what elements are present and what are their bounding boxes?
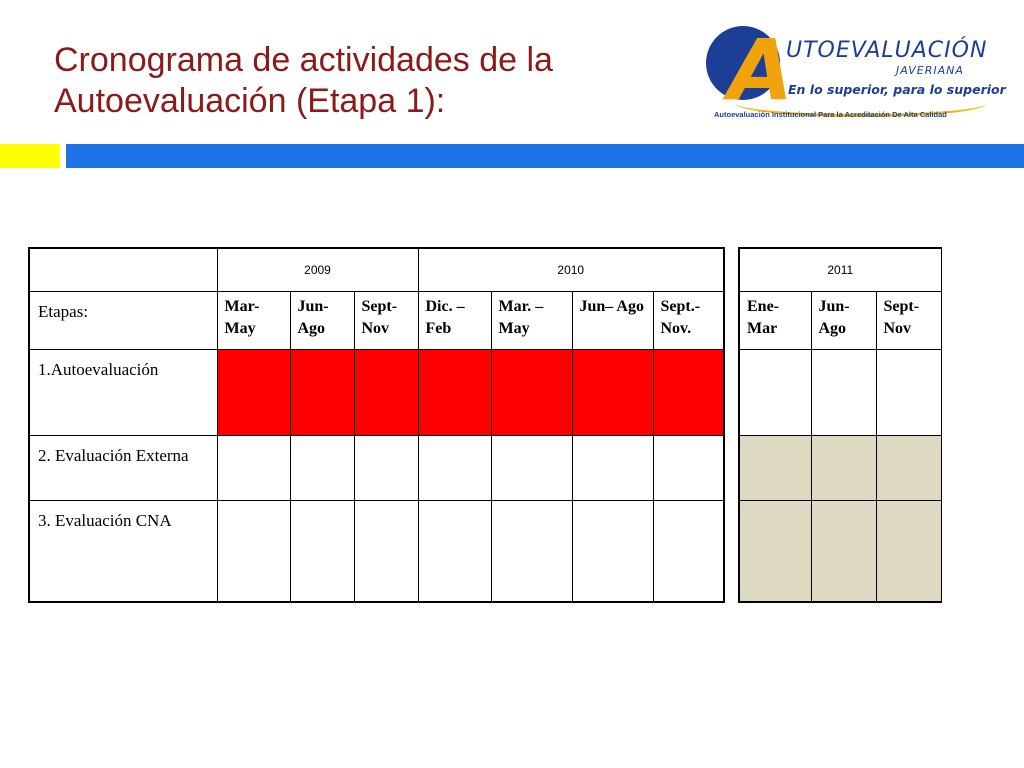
stage-label: 1.Autoevaluación xyxy=(29,349,217,435)
empty-cell xyxy=(418,500,491,602)
active-cell xyxy=(290,349,354,435)
period-header: Mar-May xyxy=(217,291,290,349)
stage-label: 3. Evaluación CNA xyxy=(29,500,217,602)
period-header: Jun-Ago xyxy=(811,291,876,349)
shaded-cell xyxy=(811,500,876,602)
period-header: Mar. – May xyxy=(491,291,572,349)
shaded-cell xyxy=(876,435,941,500)
period-header: Sept-Nov xyxy=(354,291,418,349)
period-header: Dic. – Feb xyxy=(418,291,491,349)
shaded-cell xyxy=(876,500,941,602)
schedule-table-2009-2010 xyxy=(28,247,725,603)
logo-caption: Autoevaluación Institucional Para la Acreditación De Alta Calidad xyxy=(714,110,947,119)
empty-cell xyxy=(354,435,418,500)
empty-cell xyxy=(572,500,653,602)
year-header-2010: 2010 xyxy=(418,248,724,291)
empty-cell xyxy=(290,435,354,500)
empty-cell xyxy=(653,500,724,602)
empty-cell xyxy=(290,500,354,602)
empty-cell xyxy=(572,435,653,500)
empty-cell xyxy=(876,349,941,435)
active-cell xyxy=(491,349,572,435)
stage-row-evaluacion-cna xyxy=(29,500,724,602)
active-cell xyxy=(418,349,491,435)
stage-row-evaluacion-externa xyxy=(29,435,724,500)
corner-cell xyxy=(29,248,217,291)
empty-cell xyxy=(217,435,290,500)
stage-label: 2. Evaluación Externa xyxy=(29,435,217,500)
accent-bar-yellow xyxy=(0,144,60,168)
period-header: Jun– Ago xyxy=(572,291,653,349)
empty-cell xyxy=(217,500,290,602)
period-header: Sept-Nov xyxy=(876,291,941,349)
active-cell xyxy=(572,349,653,435)
year-header-2009: 2009 xyxy=(217,248,418,291)
page-title xyxy=(54,40,674,122)
empty-cell xyxy=(653,435,724,500)
stage-header: Etapas: xyxy=(29,291,217,349)
active-cell xyxy=(653,349,724,435)
empty-cell xyxy=(739,349,811,435)
stage-row-autoevaluacion xyxy=(29,349,724,435)
autoevaluacion-logo xyxy=(706,21,1006,124)
period-header: Ene-Mar xyxy=(739,291,811,349)
empty-cell xyxy=(811,349,876,435)
logo-word: UTOEVALUACIÓN xyxy=(786,38,988,63)
shaded-cell xyxy=(811,435,876,500)
shaded-cell xyxy=(739,500,811,602)
active-cell xyxy=(217,349,290,435)
empty-cell xyxy=(491,435,572,500)
year-header-2011: 2011 xyxy=(739,248,941,291)
period-header: Jun-Ago xyxy=(290,291,354,349)
shaded-cell xyxy=(739,435,811,500)
empty-cell xyxy=(491,500,572,602)
logo-letter: A xyxy=(728,21,794,119)
title-line-2: Autoevaluación (Etapa 1): xyxy=(54,82,446,120)
period-header: Sept.- Nov. xyxy=(653,291,724,349)
empty-cell xyxy=(354,500,418,602)
logo-slogan: En lo superior, para lo superior xyxy=(788,82,1006,97)
accent-bar-blue xyxy=(66,144,1024,168)
title-line-1: Cronograma de actividades de la xyxy=(54,41,553,79)
logo-sub: JAVERIANA xyxy=(896,64,964,77)
active-cell xyxy=(354,349,418,435)
schedule-table-2011 xyxy=(738,247,942,603)
empty-cell xyxy=(418,435,491,500)
